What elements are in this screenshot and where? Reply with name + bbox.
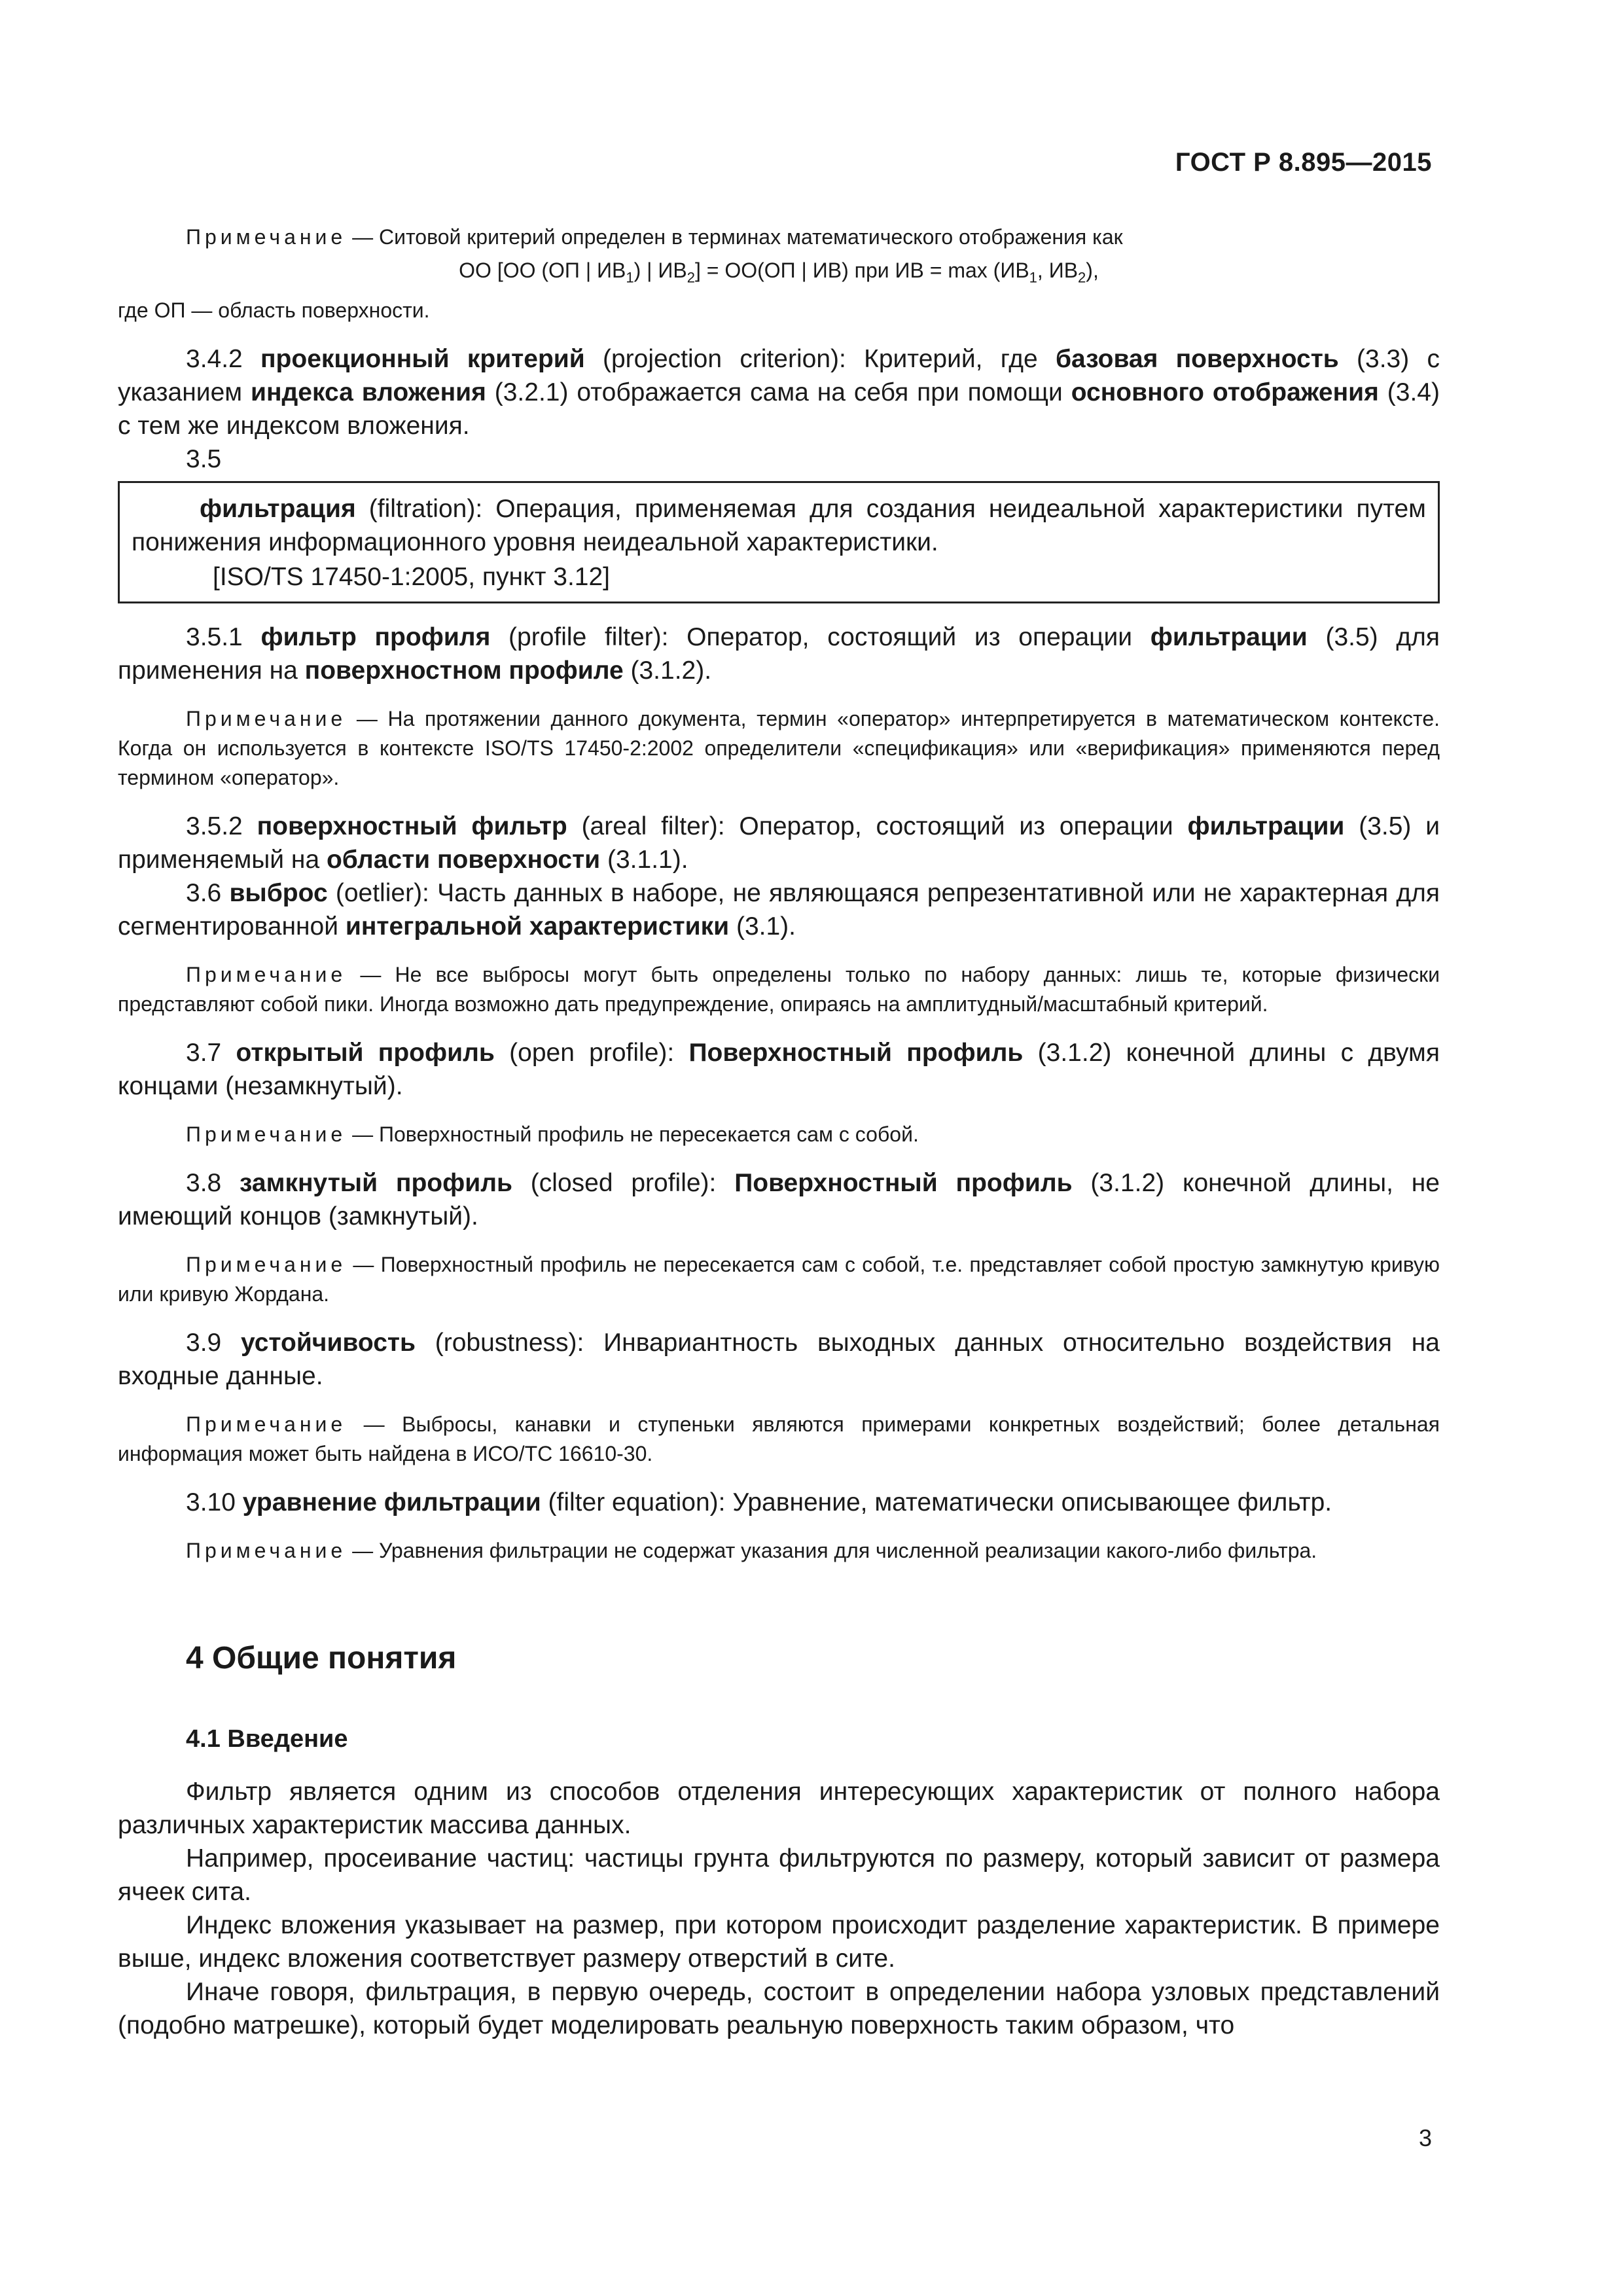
note-sieve-criterion: Примечание — Ситовой критерий определен в терминах математического отображения как	[186, 225, 1123, 249]
term-3-5-definition: фильтрация (filtration): Операция, применяемая для создания неидеальной характеристики путем понижения информационного уровня неидеальной характеристики.	[132, 495, 1426, 557]
term-3-4-2: 3.4.2 проекционный критерий (projection criterion): Критерий, где базовая поверхность (3.3) с указанием индекса вложения (3.2.1) отображается сама на себя при помощи основного отображения (3.4) с тем же индексом вложения.	[118, 345, 1440, 440]
note-outliers: Примечание — Не все выбросы могут быть определены только по набору данных: лишь те, которые физически представляют собой пики. Иногда возможно дать предупреждение, опираясь на амплитудный/масштабный критерий.	[118, 963, 1440, 1016]
note-closed-profile: Примечание — Поверхностный профиль не пересекается сам с собой, т.е. представляет собой простую замкнутую кривую или кривую Жордана.	[118, 1253, 1440, 1306]
term-3-5-2: 3.5.2 поверхностный фильтр (areal filter): Оператор, состоящий из операции фильтрации (3.5) и применяемый на области поверхности (3.1.1).	[118, 812, 1440, 874]
paragraph-nesting-index: Индекс вложения указывает на размер, при котором происходит разделение характеристик. В примере выше, индекс вложения соответствует размеру отверстий в сите.	[118, 1911, 1440, 1973]
paragraph-sieve-example: Например, просеивание частиц: частицы грунта фильтруются по размеру, который зависит от размера ячеек сита.	[118, 1844, 1440, 1907]
note-where: где ОП — область поверхности.	[118, 298, 430, 323]
page-number: 3	[1418, 2125, 1432, 2151]
note-operator: Примечание — На протяжении данного документа, термин «оператор» интерпретируется в математическом контексте. Когда он используется в контексте ISO/TS 17450-2:2002 определители «спецификация» или «верификация» применяются перед термином «оператор».	[118, 707, 1440, 790]
formula: ОО [ОО (ОП | $ИВ_1$) | $ИВ_2] = ОО(ОП$ | ИВ) при ИВ = $\max (ИВ_1$, $ИВ_2$),	[459, 259, 1099, 286]
subsection-heading-4-1: 4.1 Введение	[186, 1725, 348, 1753]
term-3-5-reference: [ISO/TS 17450-1:2005, пункт 3.12]	[213, 563, 611, 592]
section-heading-4: 4 Общие понятия	[186, 1641, 457, 1676]
note-robustness: Примечание — Выбросы, канавки и ступеньки являются примерами конкретных воздействий; более детальная информация может быть найдена в ИСО/ТС 16610-30.	[118, 1412, 1440, 1466]
term-3-5-box	[118, 481, 1440, 603]
term-3-5-1: 3.5.1 фильтр профиля (profile filter): Оператор, состоящий из операции фильтрации (3.5) для применения на поверхностном профиле (3.1.2).	[118, 623, 1440, 685]
standard-code: ГОСТ Р 8.895—2015	[1175, 148, 1432, 177]
note-open-profile: Примечание — Поверхностный профиль не пересекается сам с собой.	[186, 1122, 919, 1147]
note-label: Примечание	[186, 225, 347, 249]
term-3-9: 3.9 устойчивость (robustness): Инвариантность выходных данных относительно воздействия на входные данные.	[118, 1329, 1440, 1391]
paragraph-filter-intro: Фильтр является одним из способов отделения интересующих характеристик от полного набора различных характеристик массива данных.	[118, 1778, 1440, 1840]
term-3-6: 3.6 выброс (oetlier): Часть данных в наборе, не являющаяся репрезентативной или не характерная для сегментированной интегральной характеристики (3.1).	[118, 879, 1440, 941]
term-3-5-number: 3.5	[186, 445, 222, 474]
term-3-8: 3.8 замкнутый профиль (closed profile): Поверхностный профиль (3.1.2) конечной длины, не имеющий концов (замкнутый).	[118, 1169, 1440, 1231]
paragraph-filtration-definition: Иначе говоря, фильтрация, в первую очередь, состоит в определении набора узловых представлений (подобно матрешке), который будет моделировать реальную поверхность таким образом, что	[118, 1978, 1440, 2040]
term-3-10: 3.10 уравнение фильтрации (filter equation): Уравнение, математически описывающее фильтр.	[186, 1488, 1332, 1517]
page-content	[118, 223, 1440, 2042]
term-3-7: 3.7 открытый профиль (open profile): Поверхностный профиль (3.1.2) конечной длины с двумя концами (незамкнутый).	[118, 1039, 1440, 1101]
note-filter-equation: Примечание — Уравнения фильтрации не содержат указания для численной реализации какого-либо фильтра.	[186, 1539, 1317, 1563]
